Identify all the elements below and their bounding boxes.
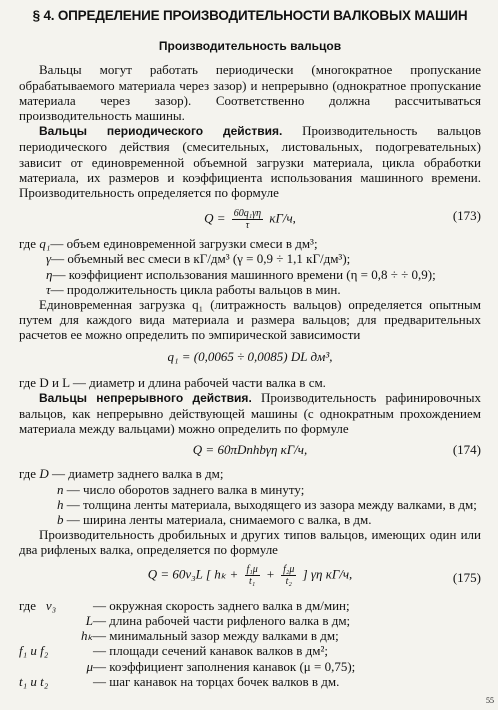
formula-q1-body: q₁ = (0,0065 ÷ 0,0085) DL дм³, (167, 348, 333, 364)
formula-173-unit: кГ/ч, (269, 210, 296, 226)
formula-175-plus: + (266, 566, 275, 582)
definitions-174 (19, 466, 481, 527)
fraction-numerator: f₂μ (283, 563, 295, 575)
def-symbol: n (57, 481, 64, 497)
def-symbol: q₁ (39, 236, 51, 252)
def-symbol: L (85, 612, 93, 628)
def-text: — длина рабочей части рифленого валка в дм; (93, 612, 351, 628)
def-text: — диаметр заднего валка в дм; (51, 466, 224, 482)
formula-174-number: (174) (452, 442, 481, 458)
formula-174-body: Q = 60πDnhbγη кГ/ч, (192, 442, 308, 458)
formula-173-number: (173) (452, 208, 481, 224)
definition-row (19, 267, 481, 282)
where-label: где (19, 466, 37, 482)
def-symbol: γ (46, 251, 52, 267)
continuous-title: Вальцы непрерывного действия. (39, 390, 252, 405)
definition-row (19, 628, 481, 643)
def-text: — объемный вес смеси в кГ/дм³ (γ = 0,9 ÷ 1,1 кГ/дм³); (51, 251, 351, 267)
fraction-denominator: t₂ (285, 575, 292, 587)
where-label: где (19, 597, 37, 613)
definition-row (19, 236, 481, 251)
definition-row (19, 613, 481, 628)
formula-173-numerator: 60q₁γη (233, 208, 262, 220)
def-text: — объем единовременной загрузки смеси в дм³; (50, 236, 318, 252)
definition-row (19, 659, 481, 674)
def-symbol: η (46, 266, 53, 282)
section-header: § 4. ОПРЕДЕЛЕНИЕ ПРОИЗВОДИТЕЛЬНОСТИ ВАЛКОВЫХ МАШИН (32, 8, 468, 23)
fraction-numerator: f₁μ (246, 563, 258, 575)
def-symbol: τ (46, 281, 51, 297)
def-symbol: h (57, 496, 64, 512)
formula-175-fraction-1 (245, 564, 260, 587)
formula-173-denominator: τ (245, 220, 250, 232)
definition-row (19, 674, 481, 689)
def-text: — продолжительность цикла работы вальцов в мин. (50, 281, 341, 297)
def-symbol: D (39, 466, 49, 482)
definition-row (19, 598, 481, 613)
def-text: — коэффициент использования машинного времени (η = 0,8 ÷ ÷ 0,9); (52, 266, 436, 282)
formula-173 (19, 202, 481, 232)
definition-row (19, 497, 481, 512)
formula-q1 (19, 345, 481, 371)
definitions-173 (19, 236, 481, 297)
def-text: — число оборотов заднего валка в минуту; (66, 481, 305, 497)
definition-row (19, 282, 481, 297)
definition-row (19, 643, 481, 658)
def-text: — ширина ленты материала, снимаемого с валка, в дм. (66, 512, 372, 528)
def-text: — минимальный зазор между валками в дм; (93, 628, 339, 644)
def-symbol: hₖ (80, 628, 93, 644)
formula-174 (19, 438, 481, 462)
intro-paragraph: Вальцы могут работать периодически (многократное пропускание обрабатываемого материала через зазор) и непрерывно (однократное пропускание материала через зазор). Соответственно должна рассчитываться производительность машины. (19, 62, 481, 124)
crusher-paragraph: Производительность дробильных и других типов вальцов, имеющих один или два рифленых валка, определяется по формуле (19, 527, 481, 558)
def-text: — шаг канавок на торцах бочек валков в дм. (93, 673, 340, 689)
formula-175 (19, 560, 481, 594)
def-symbol: b (57, 512, 64, 528)
continuous-paragraph (19, 390, 481, 437)
formula-175-left: Q = 60v₃L [ hₖ + (147, 566, 239, 582)
def-symbol: f₁ и f₂ (19, 643, 49, 659)
continuous-text: Производительность рафинировочных вальцов, как непрерывно действующей машины (с однократным прохождением материала между вальцами) можно определить по формуле (19, 389, 482, 437)
definition-row (19, 466, 481, 481)
formula-173-fraction (232, 208, 263, 231)
definition-row (19, 251, 481, 266)
formula-175-number: (175) (452, 569, 481, 585)
periodic-text: Производительность вальцов периодического действия (смесительных, листовальных, подогревательных) зависит от единовременной объемной загрузки материала, цикла обработки материала, их размеров и коэффициента использования машинного времени. Производительность определяется по формуле (19, 123, 481, 201)
def-symbol: v₃ (45, 597, 57, 613)
fraction-denominator: t₁ (249, 575, 256, 587)
subheading: Производительность вальцов (158, 39, 342, 54)
page-number: 55 (486, 695, 494, 705)
periodic-paragraph (19, 123, 481, 200)
definition-row (19, 482, 481, 497)
formula-175-right: ] γη кГ/ч, (302, 566, 353, 582)
definition-row (19, 512, 481, 527)
periodic-title: Вальцы периодического действия. (39, 124, 283, 139)
formula-175-fraction-2 (281, 564, 296, 587)
def-text: — окружная скорость заднего валка в дм/мин; (93, 597, 350, 613)
def-symbol: μ (86, 658, 93, 674)
where-label: где (19, 236, 37, 252)
definitions-175 (19, 598, 481, 689)
def-text: — площади сечений канавок валков в дм²; (93, 643, 328, 659)
load-paragraph: Единовременная загрузка q₁ (литражность вальцов) определяется опытным путем для каждого вида материала и размера вальцов; для предварительных расчетов ее можно определить по эмпирической зависимости (19, 297, 481, 343)
def-symbol: t₁ и t₂ (19, 673, 49, 689)
def-text: — толщина ленты материала, выходящего из зазора между валками, в дм; (66, 496, 477, 512)
def-text: — коэффициент заполнения канавок (μ = 0,75); (93, 658, 356, 674)
dl-definition: где D и L — диаметр и длина рабочей части валка в см. (19, 374, 326, 390)
formula-173-lhs: Q = (204, 210, 226, 226)
